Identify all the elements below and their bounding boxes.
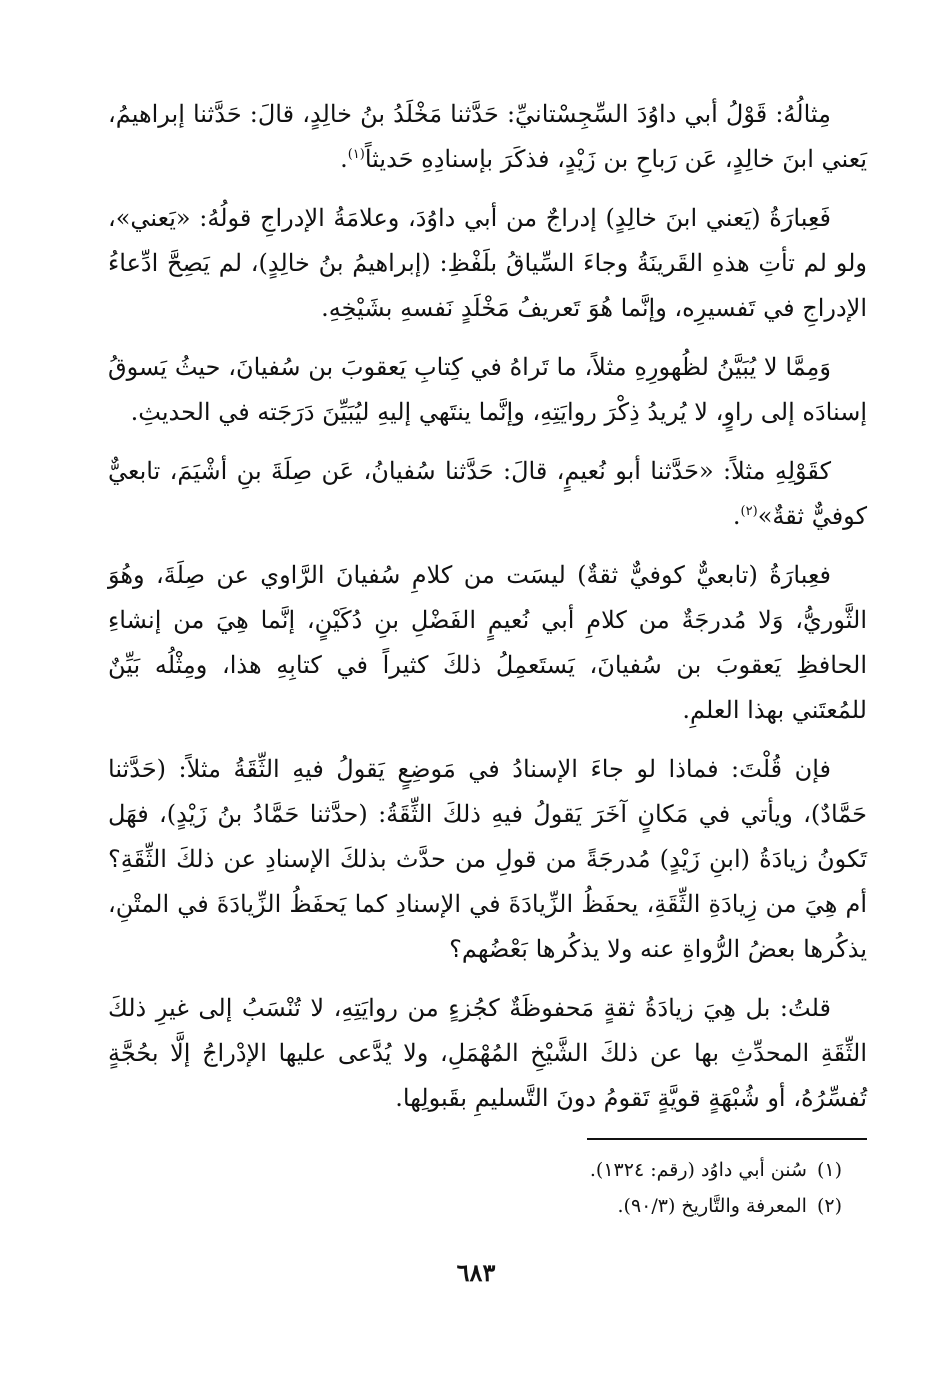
paragraph-yaqub (108, 345, 867, 435)
footnote-text: سُنن أبي داوُد (رقم: ١٣٢٤). (589, 1159, 807, 1181)
footnote-2 (300, 1188, 842, 1224)
paragraph-explanation (108, 196, 867, 331)
footnote-text: المعرفة والتَّاريخ (٩٠/٣). (617, 1195, 807, 1217)
footnote-number: (١) (816, 1159, 842, 1181)
footnote-ref: (٢) (740, 504, 758, 519)
page-number: ٦٨٣ (456, 1258, 496, 1287)
paragraph-text: فَعِبارَةُ (يَعني ابنَ خالِدٍ) إدراجٌ من أبي داوُدَ، وعلامَةُ الإدراجِ قولُهُ: «يَعني»، ولو لم تأتِ هذهِ القَرينَةُ وجاءَ السِّياقُ بلَفْظِ: (إبراهيمُ بنُ خالِدٍ)، لم يَصِحَّ ادِّعاءُ الإدراجِ في تَفسيرِه، وإنَّما هُوَ تَعريفُ مَخْلَدٍ نَفسهِ بشَيْخِهِ. (108, 204, 867, 322)
paragraph-text: فعِبارَةُ (تابعيٌّ كوفيٌّ ثقةٌ) ليسَت من كلامِ سُفيانَ الرَّاوي عن صِلَةَ، وهُوَ الثَّوريُّ، وَلا مُدرجَةٌ من كلامِ أبي نُعيمٍ الفَضْلِ بنِ دُكَيْنٍ، إنَّما هِيَ من إنشاءِ الحافظِ يَعقوبَ بن سُفيانَ، يَستَعمِلُ ذلكَ كثيراً في كتابِهِ هذا، ومِثْلُه بَيِّنٌ للمُعتَني بهذا العلمِ. (108, 561, 867, 724)
paragraph-answer (108, 986, 867, 1121)
paragraph-end: . (340, 145, 348, 173)
paragraph-question (108, 747, 867, 972)
paragraph-text: وَمِمَّا لا يُبَيَّنُ لظُهورِهِ مثلاً، ما تَراهُ في كِتابِ يَعقوبَ بن سُفيانَ، حيثُ يَسوقُ إسنادَه إلى راوٍ، لا يُريدُ ذِكْرَ روايَتِهِ، وإنَّما ينتَهي إليهِ ليُبَيِّنَ دَرَجَته في الحديثِ. (108, 353, 867, 426)
paragraph-text: مِثالُهُ: قَوْلُ أبي داوُدَ السِّجِسْتانيِّ: حَدَّثنا مَخْلَدُ بنُ خالِدٍ، قالَ: حَدَّثنا إبراهيمُ، يَعني ابنَ خالِدٍ، عَن رَباحِ بن زَيْدٍ، فذكَرَ بإسنادِهِ حَديثاً (108, 100, 867, 173)
paragraph-analysis (108, 553, 867, 733)
main-text (108, 92, 867, 1135)
paragraph-end: . (732, 502, 741, 530)
paragraph-quote (108, 449, 867, 539)
paragraph-text: قلتُ: بل هِيَ زيادَةُ ثقةٍ مَحفوظَةٌ كجُزءٍ من روايَتِهِ، لا تُنْسَبُ إلى غيرِ ذلكَ الثِّقَةِ المحدِّثِ بها عن ذلكَ الشَّيْخِ المُهْمَلِ، ولا يُدَّعى عليها الإدْراجُ إلَّا بحُجَّةٍ تُفسِّرُهُ، أو شُبْهَةٍ قويَّةٍ تَقومُ دونَ التَّسليمِ بقَبولِها. (108, 994, 867, 1112)
paragraph-example (108, 92, 867, 182)
footnotes (300, 1152, 842, 1224)
footnote-1 (300, 1152, 842, 1188)
footnote-separator (587, 1138, 867, 1140)
paragraph-text: فإن قُلْتَ: فماذا لو جاءَ الإسنادُ في مَوضِعٍ يَقولُ فيهِ الثِّقَةُ مثلاً: (حَدَّثنا حَمَّادٌ)، ويأتي في مَكانٍ آخَرَ يَقولُ فيهِ ذلكَ الثِّقَةُ: (حدَّثنا حَمَّادُ بنُ زَيْدٍ)، فهَل تَكونُ زيادَةُ (ابنِ زَيْدٍ) مُدرجَةً من قولِ من حدَّث بذلكَ الإسنادِ عن ذلكَ الثِّقَةِ؟ أم هِيَ من زِيادَةِ الثِّقَةِ، يحفَظُ الزِّيادَةَ في الإسنادِ كما يَحفَظُ الزِّيادَةَ في المتْنِ، يذكُرها بعضُ الرُّواةِ عنه ولا يذكُرها بَعْضُهم؟ (108, 755, 867, 963)
footnote-ref: (١) (347, 147, 365, 162)
footnote-number: (٢) (816, 1195, 842, 1217)
paragraph-text: كقَوْلِهِ مثلاً: «حَدَّثنا أبو نُعيمٍ، قالَ: حَدَّثنا سُفيانُ، عَن صِلَةَ بنِ أشْيَمَ، تابعيٌّ كوفيٌّ ثقةٌ» (108, 457, 867, 530)
